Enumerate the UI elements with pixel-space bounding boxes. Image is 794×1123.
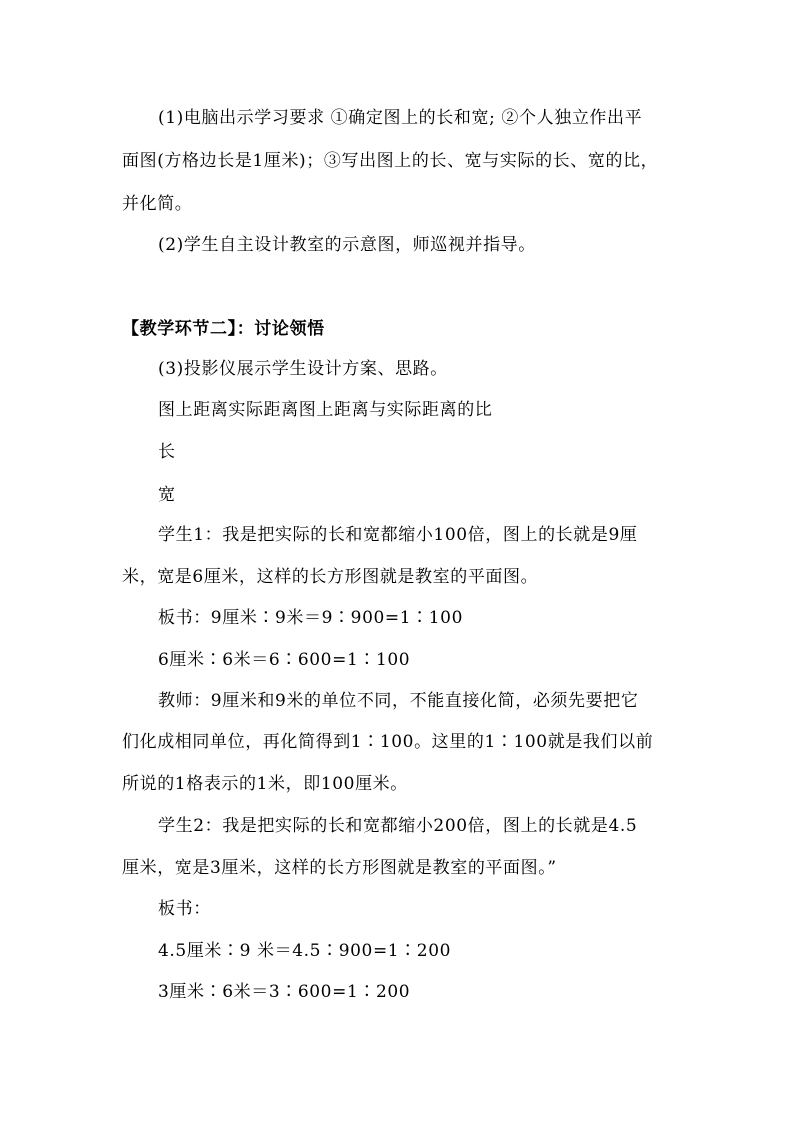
board-writing-2: 6厘米∶6米＝6∶600=1∶100 [158,650,411,670]
table-header-line: 图上距离实际距离图上距离与实际距离的比 [158,400,493,420]
table-row-width: 宽 [158,485,176,505]
requirement-line-3: 并化简。 [122,194,193,214]
board-writing-3: 4.5厘米∶9 米＝4.5∶900=1∶200 [158,941,452,961]
board-writing-label: 板书： [158,899,211,919]
board-writing-1: 板书：9厘米∶9米＝9∶900=1∶100 [158,608,464,628]
section-heading: 【教学环节二】：讨论领悟 [122,319,325,339]
teacher-line-2: 们化成相同单位，再化简得到1∶100。这里的1∶100就是我们以前 [122,732,654,752]
student1-line-1: 学生1：我是把实际的长和宽都缩小100倍，图上的长就是9厘 [158,525,638,545]
student1-line-2: 米，宽是6厘米，这样的长方形图就是教室的平面图。 [122,567,539,587]
projector-line: (3)投影仪展示学生设计方案、思路。 [158,359,448,379]
table-row-length: 长 [158,442,176,462]
student2-line-1: 学生2：我是把实际的长和宽都缩小200倍，图上的长就是4.5 [158,816,638,836]
board-writing-4: 3厘米∶6米＝3∶600=1∶200 [158,982,411,1002]
design-instruction-line: (2)学生自主设计教室的示意图，师巡视并指导。 [158,235,536,255]
teacher-line-1: 教师：9厘米和9米的单位不同，不能直接化简，必须先要把它 [158,691,639,711]
teacher-line-3: 所说的1格表示的1米，即100厘米。 [122,774,408,794]
requirement-line-1: (1)电脑出示学习要求 ①确定图上的长和宽; ②个人独立作出平 [158,108,643,128]
requirement-line-2: 面图(方格边长是1厘米)；③写出图上的长、宽与实际的长、宽的比， [122,151,659,171]
student2-line-2: 厘米，宽是3厘米，这样的长方形图就是教室的平面图。” [122,858,557,878]
